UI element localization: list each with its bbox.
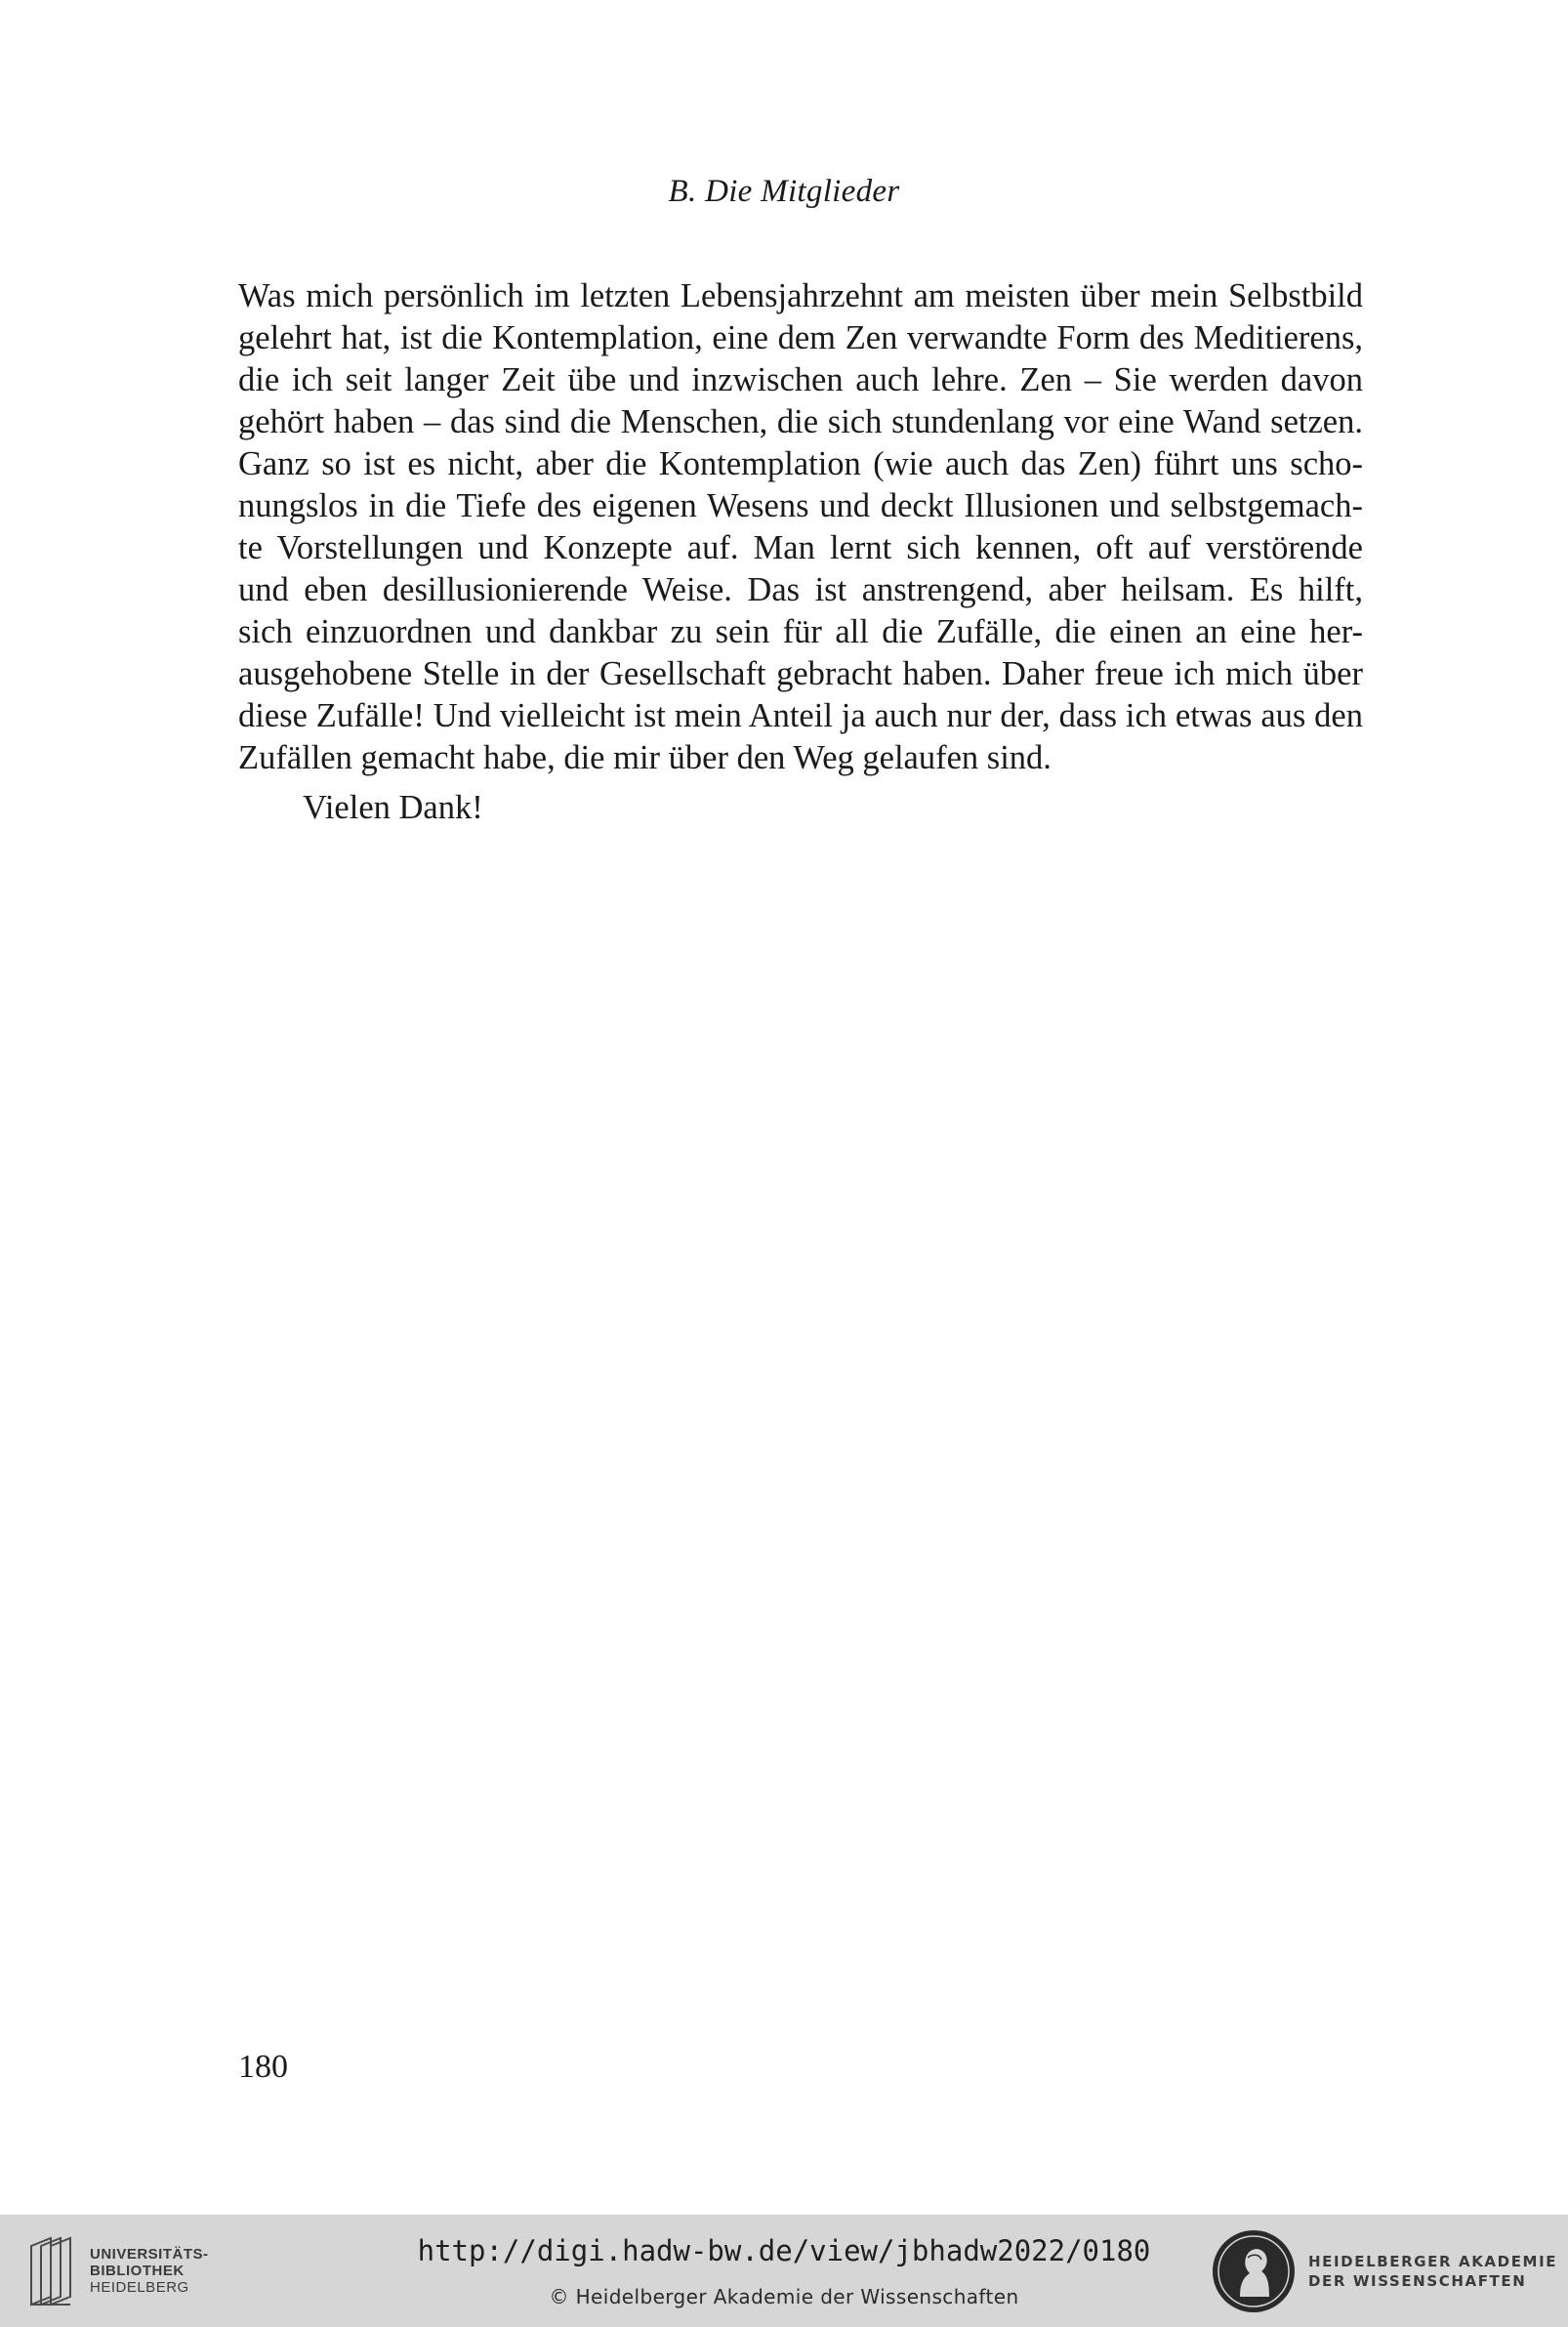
ub-line: BIBLIOTHEK — [90, 2263, 185, 2279]
paragraph-line: nungslos in die Tiefe des eigenen Wesens und deckt Illusionen und selbstgemach- — [238, 487, 1363, 524]
ub-line: UNIVERSITÄTS- — [90, 2246, 209, 2263]
closing-line: Vielen Dank! — [303, 789, 483, 826]
paragraph-line: sich einzuordnen und dankbar zu sein für all die Zufälle, die einen an eine her- — [238, 613, 1363, 650]
paragraph-line: gehört haben – das sind die Menschen, die sich stundenlang vor eine Wand setzen. — [238, 403, 1363, 440]
footer-bar — [0, 2215, 1568, 2327]
paragraph-line: diese Zufälle! Und vielleicht ist mein Anteil ja auch nur der, dass ich etwas aus den — [238, 697, 1363, 734]
body-paragraph — [238, 275, 1363, 779]
permalink-url[interactable]: http://digi.hadw-bw.de/view/jbhadw2022/0180 — [417, 2234, 1151, 2267]
academy-seal-icon — [1211, 2228, 1297, 2314]
paragraph-line: und eben desillusionierende Weise. Das ist anstrengend, aber heilsam. Es hilft, — [238, 571, 1363, 608]
paragraph-line: gelehrt hat, ist die Kontemplation, eine dem Zen verwandte Form des Meditierens, — [238, 319, 1363, 356]
paragraph-line: die ich seit langer Zeit übe und inzwischen auch lehre. Zen – Sie werden davon — [238, 361, 1363, 398]
copyright-notice: © Heidelberger Akademie der Wissenschaften — [549, 2285, 1019, 2308]
paragraph-line: Ganz so ist es nicht, aber die Kontemplation (wie auch das Zen) führt uns scho- — [238, 445, 1363, 482]
academy-line: DER WISSENSCHAFTEN — [1308, 2272, 1527, 2290]
running-head: B. Die Mitglieder — [668, 174, 900, 209]
academy-name — [1308, 2252, 1557, 2291]
paragraph-line: ausgehobene Stelle in der Gesellschaft gebracht haben. Daher freue ich mich über — [238, 655, 1363, 692]
academy-line: HEIDELBERGER AKADEMIE — [1308, 2253, 1558, 2270]
paragraph-line: Was mich persönlich im letzten Lebensjahrzehnt am meisten über mein Selbstbild — [238, 277, 1363, 314]
ub-line: HEIDELBERG — [90, 2279, 189, 2296]
page-number: 180 — [238, 2049, 288, 2085]
paragraph-line: te Vorstellungen und Konzepte auf. Man lernt sich kennen, oft auf verstörende — [238, 529, 1363, 566]
paragraph-line: Zufällen gemacht habe, die mir über den Weg gelaufen sind. — [238, 739, 1052, 776]
